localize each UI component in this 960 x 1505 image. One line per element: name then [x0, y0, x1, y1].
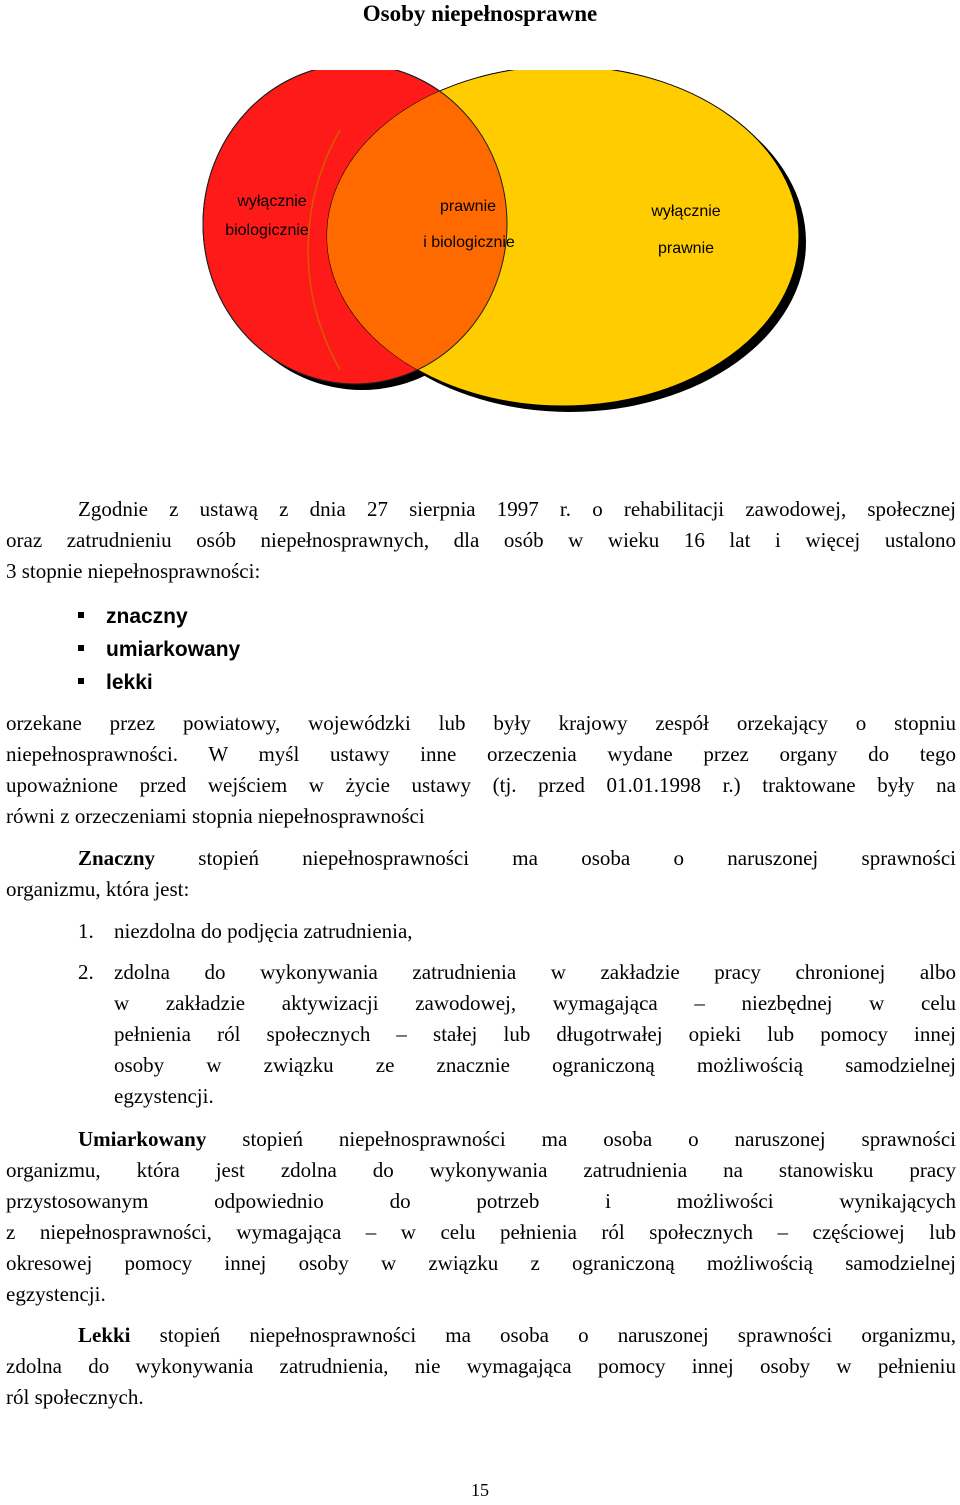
umiarkowany-line-3: przystosowanym odpowiednio do potrzeb i możliwości wynikających — [6, 1189, 956, 1213]
label-only-biological-2: biologicznie — [225, 222, 309, 239]
znaczny-item-2-line-3: pełnienia ról społecznych – stałej lub długotrwałej opieki lub pomocy innej — [114, 1022, 956, 1046]
term-lekki: Lekki — [78, 1323, 131, 1347]
term-umiarkowany: Umiarkowany — [78, 1127, 207, 1151]
znaczny-item-2-line-5: egzystencji. — [114, 1084, 214, 1108]
intro-line-2: oraz zatrudnieniu osób niepełnosprawnych, dla osób w wieku 16 lat i więcej ustalono — [6, 528, 956, 552]
znaczny-item-2-line-1: zdolna do wykonywania zatrudnienia w zakładzie pracy chronionej albo — [114, 960, 956, 984]
venn-diagram — [0, 70, 960, 470]
umiarkowany-line-2: organizmu, która jest zdolna do wykonywania zatrudnienia na stanowisku pracy — [6, 1158, 956, 1182]
umiarkowany-line-5: okresowej pomocy innej osoby w związku z ograniczoną możliwością samodzielnej — [6, 1251, 956, 1275]
para2-line-1: orzekane przez powiatowy, wojewódzki lub były krajowy zespół orzekający o stopniu — [6, 711, 956, 735]
page-title: Osoby niepełnosprawne — [362, 1, 598, 26]
znaczny-item-2-line-4: osoby w związku ze znacznie ograniczoną możliwością samodzielnej — [114, 1053, 956, 1077]
intro-line-1: Zgodnie z ustawą z dnia 27 sierpnia 1997 r. o rehabilitacji zawodowej, społecznej — [78, 497, 956, 521]
umiarkowany-line-4: z niepełnosprawności, wymagająca – w celu pełnienia ról społecznych – częściowej lub — [6, 1220, 956, 1244]
znaczny-line-1: Znaczny stopień niepełnosprawności ma osoba o naruszonej sprawności — [78, 846, 957, 870]
bullet-square-icon — [78, 645, 84, 651]
umiarkowany-line-6: egzystencji. — [6, 1282, 106, 1306]
lekki-line-3: ról społecznych. — [6, 1385, 144, 1409]
label-legal-and-biological-2: i biologicznie — [423, 234, 515, 251]
znaczny-item-2-number: 2. — [78, 960, 94, 984]
intro-line-3: 3 stopnie niepełnosprawności: — [6, 559, 261, 583]
degree-list — [78, 600, 240, 699]
para2-line-4: równi z orzeczeniami stopnia niepełnosprawności — [6, 804, 425, 828]
znaczny-item-1: niezdolna do podjęcia zatrudnienia, — [114, 919, 413, 943]
znaczny-item-1-number: 1. — [78, 919, 94, 943]
label-only-legal-1: wyłącznie — [651, 203, 721, 220]
umiarkowany-line-1: Umiarkowany stopień niepełnosprawności ma osoba o naruszonej sprawności — [78, 1127, 957, 1151]
bullet-square-icon — [78, 678, 84, 684]
para2-line-3: upoważnione przed wejściem w życie ustawy (tj. przed 01.01.1998 r.) traktowane były na — [6, 773, 956, 797]
list-item: umiarkowany — [78, 633, 240, 666]
label-only-biological-1: wyłącznie — [237, 193, 307, 210]
list-item: lekki — [78, 666, 240, 699]
label-legal-and-biological-1: prawnie — [439, 198, 497, 215]
znaczny-line-2: organizmu, która jest: — [6, 877, 190, 901]
lekki-line-2: zdolna do wykonywania zatrudnienia, nie wymagająca pomocy innej osoby w pełnieniu — [6, 1354, 956, 1378]
znaczny-item-2-line-2: w zakładzie aktywizacji zawodowej, wymagająca – niezbędnej w celu — [114, 991, 956, 1015]
term-znaczny: Znaczny — [78, 846, 156, 870]
lekki-line-1: Lekki stopień niepełnosprawności ma osoba o naruszonej sprawności organizmu, — [78, 1323, 956, 1347]
page-number: 15 — [471, 1480, 489, 1500]
bullet-square-icon — [78, 612, 84, 618]
label-only-legal-2: prawnie — [657, 240, 715, 257]
para2-line-2: niepełnosprawności. W myśl ustawy inne orzeczenia wydane przez organy do tego — [6, 742, 956, 766]
list-item: znaczny — [78, 600, 240, 633]
